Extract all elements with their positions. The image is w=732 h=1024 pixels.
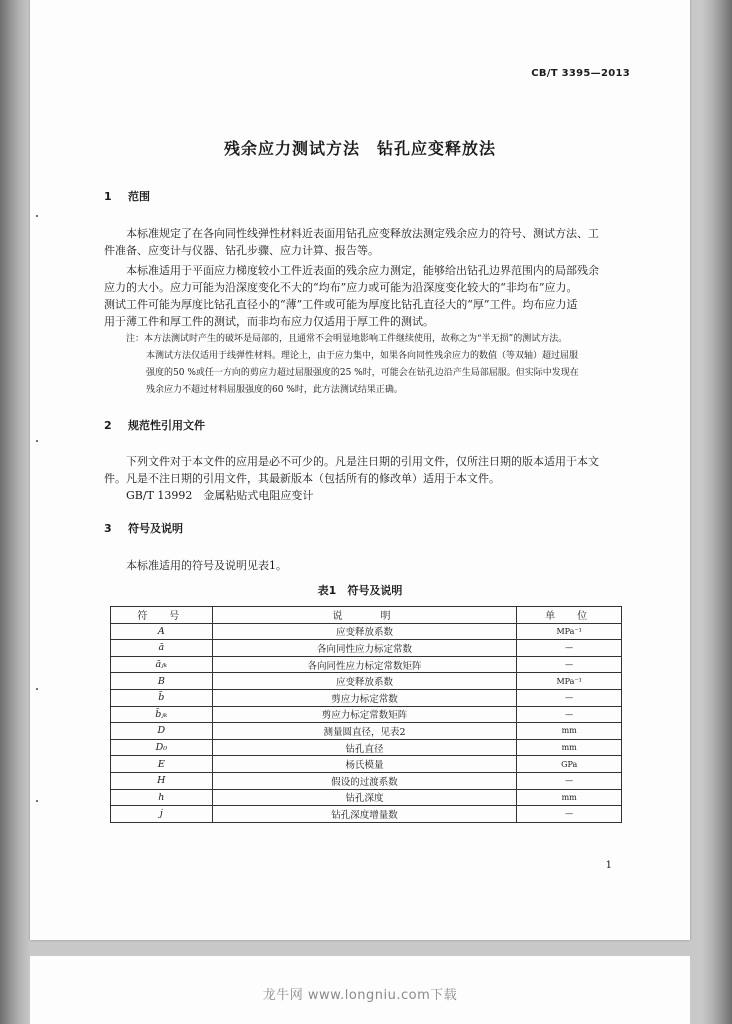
table-row <box>111 739 622 756</box>
cell-description: 钻孔深度增量数 <box>212 806 517 823</box>
scan-speck <box>36 215 38 217</box>
cell-description: 钻孔深度 <box>212 789 517 806</box>
cell-symbol: A <box>111 623 213 640</box>
cell-description: 测量圆直径，见表2 <box>212 723 517 740</box>
cell-symbol: h <box>111 789 213 806</box>
s1-para2-line4: 用于薄工件和厚工件的测试，而非均布应力仅适用于厚工件的测试。 <box>104 315 434 328</box>
s1-para2-line3: 测试工件可能为厚度比钻孔直径小的“薄”工件或可能为厚度比钻孔直径大的“厚”工件。均布应力适 <box>104 298 578 311</box>
cell-symbol: j <box>111 806 213 823</box>
cell-symbol: b̄ <box>111 689 213 706</box>
cell-unit: — <box>517 772 622 789</box>
cell-unit: MPa⁻¹ <box>517 623 622 640</box>
cell-symbol: D <box>111 723 213 740</box>
cell-unit: MPa⁻¹ <box>517 673 622 690</box>
s1-note-line4: 残余应力不超过材料屈服强度的60 %时，此方法测试结果正确。 <box>146 385 403 395</box>
table-caption: 表1 符号及说明 <box>317 584 403 597</box>
document-page <box>30 0 690 940</box>
cell-unit: GPa <box>517 756 622 773</box>
cell-unit: mm <box>517 723 622 740</box>
cell-unit: mm <box>517 739 622 756</box>
cell-description: 应变释放系数 <box>212 673 517 690</box>
table-row <box>111 723 622 740</box>
s1-note-line3: 强度的50 %或任一方向的剪应力超过屈服强度的25 %时，可能会在钻孔边沿产生局部屈服。但实际中发现在 <box>146 368 579 378</box>
s2-para-line1: 下列文件对于本文件的应用是必不可少的。凡是注日期的引用文件，仅所注日期的版本适用于本文 <box>126 455 599 468</box>
header-description: 说 明 <box>212 607 517 624</box>
table-row <box>111 706 622 723</box>
section-1-heading: 1 范围 <box>104 190 150 203</box>
cell-unit: — <box>517 706 622 723</box>
table-header-row <box>111 607 622 624</box>
s2-para-line2: 件。凡是不注日期的引用文件，其最新版本（包括所有的修改单）适用于本文件。 <box>104 472 500 485</box>
section-2-heading: 2 规范性引用文件 <box>104 419 205 432</box>
header-unit: 单 位 <box>517 607 622 624</box>
cell-symbol: E <box>111 756 213 773</box>
scan-speck <box>36 800 38 802</box>
cell-unit: — <box>517 640 622 657</box>
s1-para2-line1: 本标准适用于平面应力梯度较小工件近表面的残余应力测定，能够给出钻孔边界范围内的局部残余 <box>126 264 599 277</box>
cell-description: 各向同性应力标定常数矩阵 <box>212 656 517 673</box>
cell-unit: — <box>517 806 622 823</box>
table-row <box>111 623 622 640</box>
cell-symbol: D₀ <box>111 739 213 756</box>
table-row <box>111 673 622 690</box>
scan-speck <box>36 688 38 690</box>
cell-description: 应变释放系数 <box>212 623 517 640</box>
cell-description: 剪应力标定常数矩阵 <box>212 706 517 723</box>
scan-speck <box>36 440 38 442</box>
table-row <box>111 772 622 789</box>
table-row <box>111 640 622 657</box>
cell-description: 各向同性应力标定常数 <box>212 640 517 657</box>
table-row <box>111 689 622 706</box>
table-row <box>111 789 622 806</box>
s1-para1-line1: 本标准规定了在各向同性线弹性材料近表面用钻孔应变释放法测定残余应力的符号、测试方法、工 <box>126 227 599 240</box>
footer-bar <box>30 956 690 1024</box>
cell-symbol: ā <box>111 640 213 657</box>
table-row <box>111 756 622 773</box>
page-title: 残余应力测试方法 钻孔应变释放法 <box>223 139 496 158</box>
cell-unit: mm <box>517 789 622 806</box>
s1-para1-line2: 件准备、应变计与仪器、钻孔步骤、应力计算、报告等。 <box>104 244 379 257</box>
footer-watermark: 龙牛网 www.longniu.com下载 <box>262 988 458 1003</box>
s1-note-line2: 本测试方法仅适用于线弹性材料。理论上，由于应力集中，如果各向同性残余应力的数值（等双轴）超过屈服 <box>146 351 579 361</box>
section-3-heading: 3 符号及说明 <box>104 522 183 535</box>
s3-para: 本标准适用的符号及说明见表1。 <box>126 559 287 572</box>
table-row <box>111 806 622 823</box>
symbols-table <box>110 606 622 823</box>
cell-description: 剪应力标定常数 <box>212 689 517 706</box>
cell-description: 杨氏模量 <box>212 756 517 773</box>
s1-para2-line2: 应力的大小。应力可能为沿深度变化不大的“均布”应力或可能为沿深度变化较大的“非均布”应力。 <box>104 281 578 294</box>
cell-symbol: B <box>111 673 213 690</box>
cell-unit: — <box>517 656 622 673</box>
cell-unit: — <box>517 689 622 706</box>
cell-symbol: b̄ⱼₖ <box>111 706 213 723</box>
cell-description: 假设的过渡系数 <box>212 772 517 789</box>
standard-number: CB/T 3395—2013 <box>531 68 630 79</box>
cell-symbol: H <box>111 772 213 789</box>
page-number: 1 <box>605 860 612 871</box>
cell-description: 钻孔直径 <box>212 739 517 756</box>
table-row <box>111 656 622 673</box>
header-symbol: 符 号 <box>111 607 213 624</box>
s1-note-line1: 注：本方法测试时产生的破坏是局部的，且通常不会明显地影响工件继续使用，故称之为“半无损”的测试方法。 <box>126 334 568 344</box>
s2-reference: GB/T 13992 金属粘贴式电阻应变计 <box>126 489 314 502</box>
cell-symbol: āⱼₖ <box>111 656 213 673</box>
